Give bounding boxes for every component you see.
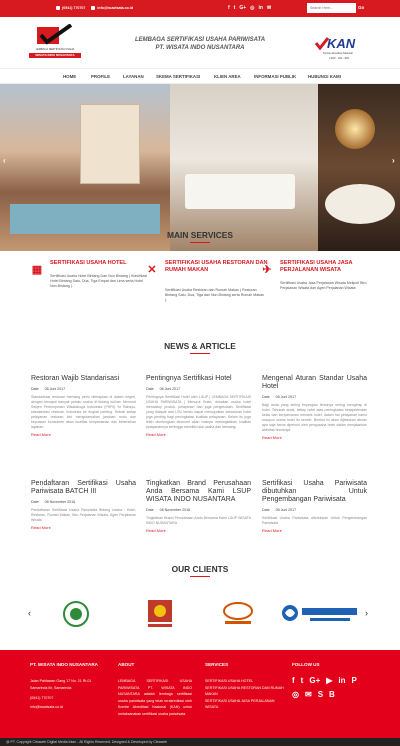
- plane-icon: ✈: [262, 264, 272, 276]
- nav-skema-sertifikasi[interactable]: SKEMA SERTIFIKASI: [156, 74, 201, 79]
- read-more-link[interactable]: Read More: [146, 432, 166, 437]
- date-value: 08 November 2016: [44, 500, 76, 504]
- logo-name: WISATA INDO NUSANTARA: [29, 53, 81, 58]
- hotel-room-image: [170, 84, 318, 251]
- copyright-bar: @ PT. Copyright Citraweb Digital Media Intan - All Rights Reserved. Designed & Developed by Citraweb: [0, 738, 400, 746]
- news-excerpt: Sertifikasi Usaha Pariwisata dibutuhkan Untuk Pengembangan Pariwisata: [262, 516, 367, 525]
- twitter-icon[interactable]: t: [300, 676, 304, 685]
- news-excerpt: Pendaftaran Sertifikasi Usaha Pariwisata Bidang Usaha : Hotel, Restoran, Rumah Makan, Biro Perjalanan Wisata, Agen Perjalanan Wisata: [31, 508, 136, 522]
- mail-icon[interactable]: ✉: [266, 5, 272, 11]
- news-card: [262, 375, 367, 440]
- kan-code: LSUP - 022 - IDN: [329, 57, 350, 60]
- phone-icon: [56, 6, 60, 10]
- footer-phone: (0541) 770707: [30, 696, 54, 700]
- nav-informasi-publik[interactable]: INFORMASI PUBLIK: [254, 74, 297, 79]
- nav-home[interactable]: HOME: [63, 74, 77, 79]
- read-more-link[interactable]: Read More: [146, 528, 166, 533]
- email-contact[interactable]: [91, 6, 133, 10]
- news-date: [146, 508, 251, 512]
- footer-social-links: [292, 676, 362, 699]
- lamp-shape: [335, 109, 375, 149]
- date-value: 08 Juni 2017: [275, 395, 297, 399]
- synergy-logo-icon: [280, 599, 360, 629]
- search-input[interactable]: [307, 3, 356, 13]
- phone-text: (0541) 770707: [62, 6, 86, 10]
- date-label: Date: [31, 500, 39, 504]
- footer-services-title: SERVICES: [205, 662, 229, 667]
- main-nav: [0, 68, 400, 84]
- date-label: Date: [146, 387, 154, 391]
- nav-hubungi-kami[interactable]: HUBUNGI KAMI: [308, 74, 341, 79]
- read-more-link[interactable]: Read More: [262, 435, 282, 440]
- facebook-icon[interactable]: f: [228, 5, 230, 11]
- slider-next-icon[interactable]: ›: [392, 156, 395, 165]
- news-card: [31, 375, 136, 437]
- footer-service-link[interactable]: SERTIFIKASI USAHA RESTORAN DAN RUMAH MAKAN: [205, 685, 284, 696]
- clients-divider: [190, 576, 210, 577]
- news-title: NEWS & ARTICLE: [164, 341, 236, 351]
- news-date: [31, 500, 136, 504]
- top-bar: [0, 0, 400, 17]
- instagram-icon[interactable]: ◎: [292, 690, 299, 699]
- hero-slider: [0, 84, 400, 251]
- footer-service-link[interactable]: SERTIFIKASI USAHA HOTEL: [205, 679, 254, 683]
- bumitrip-logo-icon: [145, 598, 175, 630]
- date-label: Date: [262, 395, 270, 399]
- footer-follow-title: FOLLOW US: [292, 662, 320, 667]
- service-title[interactable]: SERTIFIKASI USAHA JASA PERJALANAN WISATA: [280, 260, 353, 273]
- kan-text: KAN: [327, 36, 356, 51]
- contact-info: [56, 6, 133, 10]
- news-date: [31, 387, 136, 391]
- service-desc: Sertifikasi Usaha Jasa Perjalanan Wisata Meliputi Biro Perjalanan Wisata dan Agen Perjalanan Wisata: [280, 281, 367, 290]
- news-title-link[interactable]: Mengenal Aturan Standar Usaha Hotel: [262, 375, 367, 390]
- logo-subtitle: LEMBAGA SERTIFIKASI USAHA: [35, 48, 75, 51]
- date-value: 08 Juni 2017: [159, 387, 181, 391]
- news-card: [31, 480, 136, 530]
- footer-email[interactable]: info@lsuwisata.co.id: [30, 704, 63, 709]
- top-social-links: [228, 5, 271, 11]
- nav-klien-area[interactable]: KLIEN AREA: [214, 74, 241, 79]
- service-title[interactable]: SERTIFIKASI USAHA HOTEL: [50, 260, 127, 266]
- date-label: Date: [146, 508, 154, 512]
- news-date: [262, 395, 367, 399]
- clients-prev-icon[interactable]: ‹: [28, 608, 31, 618]
- read-more-link[interactable]: Read More: [31, 432, 51, 437]
- restaurant-icon: ✕: [147, 264, 157, 276]
- checkmark-logo-icon: [27, 24, 83, 48]
- date-label: Date: [262, 508, 270, 512]
- news-excerpt: Pentingnya Sertifikasi Hotel oleh LSUP | LEMBAGA SERTIFIKASI USAHA PARIWISATA | Menurut Brian, desakan usaha hotel mencakup produk, pelayanan dan juga pengelolaan. Sertifikasi yang didapat dari LSU terlalu dapat mewujudkan kebutuhan hotel juga penting bagi peningkatan kualitas pelayanan. Selain itu juga lebih diuntungkan ekonomi akan mampu meningkatkan kualitas pelayanannya sehingga memiliki nilai usaha dan bersaing.: [146, 395, 251, 429]
- googleplus-icon[interactable]: G+: [239, 5, 247, 11]
- nav-profile[interactable]: PROFILE: [91, 74, 111, 79]
- footer-address: Jalan Pahlawan Gang 17 No. 21 Rt.01 Samarinda Ilir, Samarinda: [30, 679, 92, 690]
- date-value: 08 Juni 2017: [275, 508, 297, 512]
- news-title-link[interactable]: Tingkatkan Brand Perusahaan Anda Bersama Kami LSUP WISATA INDO NUSANTARA: [146, 480, 251, 503]
- news-date: [262, 508, 367, 512]
- news-divider: [190, 353, 210, 354]
- news-excerpt: Bagi anda yang sering bepergian tentunya sering menginap di hotel. Tahukah anda, setiap hotel atas peningkatan kesejahteraan kelas dan kenyamanan menarik hotel, dalam hal pelayanan kamu maupun usaha hotel itu sendiri. Berikut ini akan dijelaskan aturan apa saja harus dipenuhi oleh pengusaha hotel dalam menjalankan aktivitas bisnisnya.: [262, 403, 367, 432]
- blog-icon[interactable]: B: [329, 690, 335, 699]
- main-services-divider: [190, 242, 210, 243]
- client-logo-bumitrip[interactable]: [140, 596, 180, 632]
- client-logo-synergy[interactable]: [280, 596, 360, 632]
- linkedin-icon[interactable]: in: [258, 5, 263, 11]
- service-desc: Sertifikasi Usaha Hotel Bintang Dan Non Bintang ( Klasifikasi Hotel Bintang Satu, Dua, Tiga Empat dan Lima serta Hotel Non Bintang ).: [50, 274, 148, 288]
- footer-contact: [30, 678, 108, 710]
- googleplus-icon[interactable]: G+: [309, 676, 321, 685]
- news-title-link[interactable]: Pentingnya Sertifikasi Hotel: [146, 375, 232, 382]
- hotel-building-shape: [80, 104, 140, 184]
- phone-contact: [56, 6, 85, 10]
- hotel-icon: ▦: [31, 264, 43, 276]
- mail-icon[interactable]: ✉: [304, 690, 312, 699]
- site-logo[interactable]: [27, 24, 83, 62]
- date-value: 08 November 2016: [159, 508, 191, 512]
- news-card: [262, 480, 367, 533]
- service-desc: Sertifikasi Usaha Restoran dan Rumah Makan ( Restoran Bintang Satu, Dua, Tiga dan Non Bintang serta Rumah Makan ).: [165, 288, 265, 302]
- clients-next-icon[interactable]: ›: [365, 608, 368, 618]
- service-title[interactable]: SERTIFIKASI USAHA RESTORAN DAN RUMAH MAKAN: [165, 260, 268, 273]
- date-label: Date: [31, 387, 39, 391]
- client-logo-shifasy[interactable]: [215, 596, 260, 632]
- header-title: [110, 37, 290, 52]
- news-title-link[interactable]: Restoran Wajib Standarisasi: [31, 375, 120, 382]
- linkedin-icon[interactable]: in: [338, 676, 346, 685]
- facebook-icon[interactable]: f: [292, 676, 295, 685]
- bed-shape: [185, 174, 295, 209]
- news-title-link[interactable]: Pendaftaran Sertifikasi Usaha Pariwisata BATCH III: [31, 480, 136, 495]
- news-excerpt: Tingkatkan Brand Perusahaan Anda Bersama Kami LSUP WISATA INDO NUSANTARA: [146, 516, 251, 525]
- news-title-link[interactable]: Sertifikasi Usaha Pariwisata dibutuhkan Untuk Pengembangan Pariwisata: [262, 480, 367, 503]
- news-card: [146, 480, 251, 533]
- search-go-button[interactable]: Go: [358, 5, 365, 10]
- email-text[interactable]: info@lsuwisata.co.id: [97, 6, 134, 10]
- slider-prev-icon[interactable]: ‹: [3, 156, 6, 165]
- footer-company-title: PT. WISATA INDO NUSANTARA: [30, 662, 98, 667]
- youtube-icon[interactable]: ▶: [326, 676, 333, 685]
- shifasy-logo-icon: [217, 599, 259, 629]
- footer-services-list: [205, 678, 285, 711]
- clients-title: OUR CLIENTS: [171, 564, 229, 574]
- skype-icon[interactable]: S: [317, 690, 324, 699]
- dining-table-shape: [325, 184, 395, 224]
- main-services-title: MAIN SERVICES: [167, 230, 233, 240]
- mail-icon: [91, 6, 95, 10]
- instagram-icon[interactable]: ◎: [250, 5, 255, 11]
- footer-about-text: LEMBAGA SERTIFIKASI USAHA PARIWISATA PT. WISATA INDO NUSANTARA adalah lembaga sertifikasi usaha pariwisata yang telah terakreditasi oleh Komite Akreditasi Nasional (KAN) untuk melaksanakan sertifikasi usaha pariwisata.: [118, 679, 192, 716]
- client-logo-almanar[interactable]: [60, 596, 92, 632]
- site-footer: [0, 650, 400, 738]
- read-more-link[interactable]: Read More: [262, 528, 282, 533]
- nav-layanan[interactable]: LAYANAN: [123, 74, 144, 79]
- footer-about-title: ABOUT: [118, 662, 135, 667]
- news-date: [146, 387, 251, 391]
- footer-service-link[interactable]: SERTIFIKASI USAHA JASA PERJALANAN WISATA: [205, 698, 275, 709]
- date-value: 08 Juni 2017: [44, 387, 66, 391]
- twitter-icon[interactable]: t: [233, 5, 236, 11]
- almanar-logo-icon: [62, 600, 90, 628]
- pinterest-icon[interactable]: P: [351, 676, 357, 685]
- header-title-line1: LEMBAGA SERTIFIKASI USAHA PARIWISATA: [134, 37, 266, 43]
- read-more-link[interactable]: Read More: [31, 525, 51, 530]
- kan-logo: [315, 36, 370, 62]
- news-excerpt: Standarisasi restoran memang perlu diterapkan di dalam negeri, dengan tercapai banyak pelaku usaha di bidang kuliner. Menurut Sekjen Perhimpunan Wisataboga Indonesia (PHRI) Yo Rahayu, standarisasi restoran Indonesia ke tingkat penting. Sebab setiap pelayanan restoran kini mengutamakan jaminan mutu dan kepuasan konsumen akan kualitas kenyamanan dan kebersihan layanan.: [31, 395, 136, 429]
- header-title-line2: PT. WISATA INDO NUSANTARA: [155, 44, 245, 51]
- news-card: [146, 375, 251, 437]
- kan-subtitle: Komite Akreditasi Nasional: [323, 52, 353, 55]
